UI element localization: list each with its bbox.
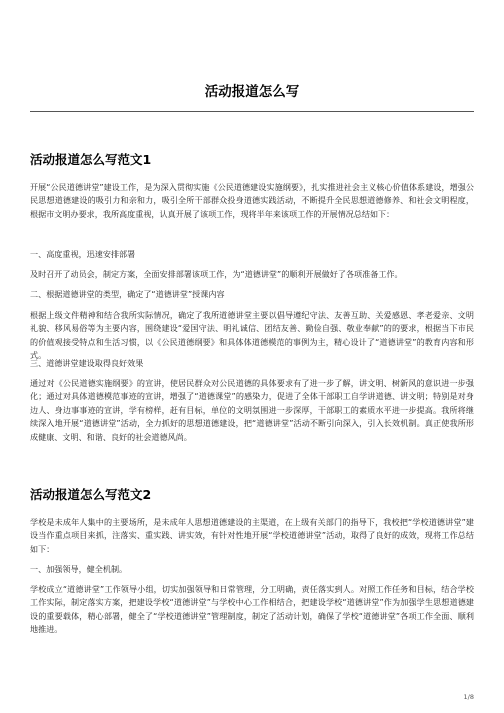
document-title: 活动报道怎么写 [204, 84, 300, 100]
page-number: 1/8 [463, 693, 474, 701]
section1-intro: 开展“公民道德讲堂”建设工作，是为深入贯彻实施《公民道德建设实施纲要》，扎实推进社会主义核心价值体系建设，增强公民思想道德建设的吸引力和亲和力，吸引全所干部群众投身道德实践活动，不断提升全民思想道德修养、和社会文明程度，根据市文明办要求，我所高度重视，认真开展了该项工作，现将半年来该项工作的开展情况总结如下： [30, 182, 474, 219]
section1-point3-title: 三、道德讲堂建设取得良好效果 [30, 358, 144, 368]
section1-heading: 活动报道怎么写范文1 [30, 152, 152, 167]
section2-point1-text: 学校成立“道德讲堂”工作领导小组，切实加强领导和日常管理，分工明确，责任落实到人。对照工作任务和目标，结合学校工作实际，制定落实方案，把建设学校“道德讲堂”与学校中心工作相结合，把建设学校“道德讲堂”作为加强学生思想道德建设的重要载体，精心部署，健全了“学校道德讲堂”管理制度，制定了活动计划，确保了学校“道德讲堂”各项工作全面、顺利地推进。 [30, 584, 474, 635]
section1-point2-text: 根据上级文件精神和结合我所实际情况，确定了我所道德讲堂主要以倡导遵纪守法、友善互助、关爱感恩、孝老爱亲、文明礼貌、移风易俗等为主要内容，围绕建设“爱国守法、明礼诚信、团结友善、勤俭自强、敬业奉献”的的要求，根据当下市民的价值观接受特点和生活习惯，以《公民道德纲要》和具体体道德模范的事例为主，精心设计了“道德讲堂”的教育内容和形式。 [30, 310, 474, 361]
section1-point3-text: 通过对《公民道德实施纲要》的宣讲，使居民群众对公民道德的具体要求有了进一步了解，讲文明、树新风的意识进一步强化；通过对具体道德模范事迹的宣讲，增强了“道德课堂”的感染力，促进了全体干部职工自学讲道德、讲文明；特别是对身边人、身边事事迹的宣讲，学有榜样，赶有目标，单位的文明氛围进一步深厚，干部职工的素质水平进一步提高。我所将继续深入地开展“道德讲堂”活动，全力抓好的思想道德建设，把“道德讲堂”活动不断引向深入，引入长效机制。真正使我所形成健康、文明、和谐、良好的社会道德风尚。 [30, 378, 474, 442]
section2-point1-title: 一、加强领导，健全机制。 [30, 564, 128, 574]
section2-intro: 学校是未成年人集中的主要场所，是未成年人思想道德建设的主渠道，在上级有关部门的指导下，我校把“学校道德讲堂”建设当作重点项目来抓，注落实、重实践、讲实效，有针对性地开展“学校道德讲堂”活动，取得了良好的成效，现将工作总结如下： [30, 517, 474, 554]
title-divider [30, 111, 474, 112]
section1-point2-title: 二、根据道德讲堂的类型，确定了“道德讲堂”授课内容 [30, 289, 225, 299]
section2-heading: 活动报道怎么写范文2 [30, 487, 152, 502]
section1-point1-title: 一、高度重视，迅速安排部署 [30, 249, 136, 259]
section1-point1-text: 及时召开了动员会，制定方案，全面安排部署该项工作，为“道德讲堂”的顺利开展做好了各项准备工作。 [30, 269, 403, 279]
